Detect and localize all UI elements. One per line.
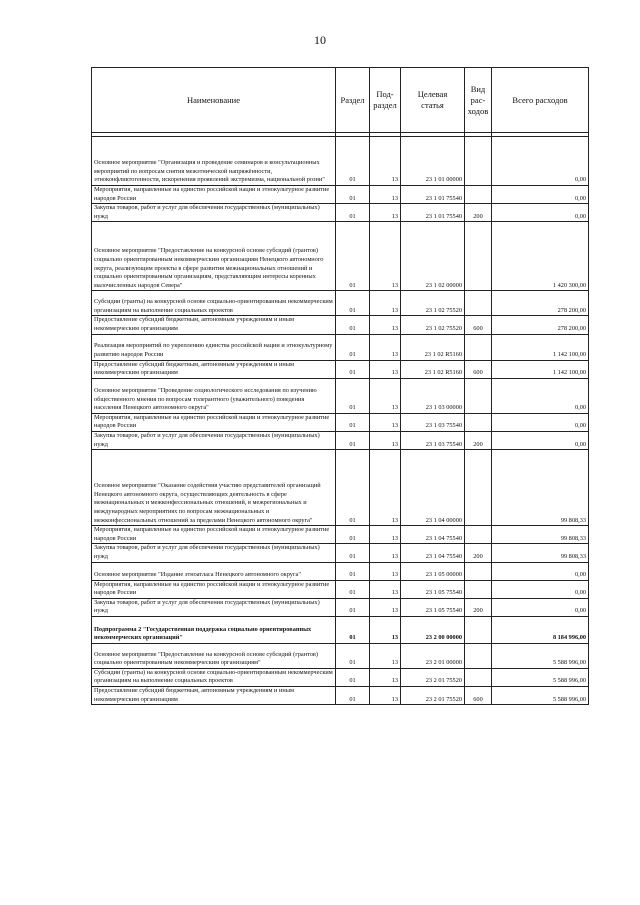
row-name-cell: Субсидии (гранты) на конкурсной основе социально-ориентированным некоммерческим организациям на выполнение социальных проектов: [92, 668, 336, 686]
row-kind-cell: [465, 413, 492, 431]
page-number: 10: [314, 33, 326, 47]
col-header-target: Целевая статья: [401, 68, 465, 133]
row-name-cell: Закупка товаров, работ и услуг для обеспечения государственных (муниципальных) нужд: [92, 431, 336, 449]
row-section-cell: 01: [336, 186, 370, 204]
row-name-cell: Основное мероприятие "Издание этноатласа Ненецкого автономного округа": [92, 562, 336, 580]
row-subsection-cell: 13: [370, 291, 401, 316]
row-section-cell: 01: [336, 544, 370, 562]
row-subsection-cell: 13: [370, 222, 401, 291]
row-total-cell: 5 588 996,00: [492, 687, 589, 705]
row-section-cell: 01: [336, 204, 370, 222]
row-total-cell: 1 142 100,00: [492, 360, 589, 378]
row-kind-cell: [465, 378, 492, 413]
table-row: [92, 668, 589, 686]
row-kind-cell: 200: [465, 204, 492, 222]
row-target-cell: 23 1 01 75540: [401, 186, 465, 204]
row-kind-cell: [465, 526, 492, 544]
row-subsection-cell: 13: [370, 360, 401, 378]
col-header-total: Всего расходов: [492, 68, 589, 133]
row-subsection-cell: 13: [370, 431, 401, 449]
row-name-cell: Мероприятия, направленные на единство российской нации и этнокультурное развитие народов России: [92, 580, 336, 598]
table-row: [92, 291, 589, 316]
row-subsection-cell: 13: [370, 598, 401, 616]
table-row: [92, 316, 589, 334]
row-name-cell: Закупка товаров, работ и услуг для обеспечения государственных (муниципальных) нужд: [92, 598, 336, 616]
row-section-cell: 01: [336, 378, 370, 413]
row-kind-cell: 200: [465, 598, 492, 616]
row-kind-cell: [465, 643, 492, 668]
row-name-cell: Закупка товаров, работ и услуг для обеспечения государственных (муниципальных) нужд: [92, 544, 336, 562]
row-name-cell: Реализация мероприятий по укреплению единства российской нации и этнокультурному развитию народов России: [92, 334, 336, 360]
row-total-cell: 278 200,00: [492, 316, 589, 334]
row-total-cell: 5 588 996,00: [492, 668, 589, 686]
table-row: [92, 580, 589, 598]
row-target-cell: 23 1 02 75520: [401, 316, 465, 334]
table-row: [92, 360, 589, 378]
row-total-cell: 0,00: [492, 378, 589, 413]
row-subsection-cell: 13: [370, 204, 401, 222]
row-kind-cell: [465, 334, 492, 360]
row-total-cell: 0,00: [492, 186, 589, 204]
table-row: [92, 544, 589, 562]
row-kind-cell: 600: [465, 687, 492, 705]
row-section-cell: 01: [336, 334, 370, 360]
row-name-cell: Основное мероприятие "Предоставление на конкурсной основе субсидий (грантов) социально ориентированным некоммерческим организациям": [92, 643, 336, 668]
table-row: [92, 378, 589, 413]
row-target-cell: 23 2 01 75520: [401, 668, 465, 686]
row-target-cell: 23 1 02 R5160: [401, 334, 465, 360]
row-name-cell: Предоставление субсидий бюджетным, автономным учреждениям и иным некоммерческим организациям: [92, 316, 336, 334]
row-name-cell: Мероприятия, направленные на единство российской нации и этнокультурное развитие народов России: [92, 186, 336, 204]
row-subsection-cell: 13: [370, 186, 401, 204]
table-row: [92, 222, 589, 291]
row-subsection-cell: 13: [370, 450, 401, 526]
row-subsection-cell: 13: [370, 334, 401, 360]
table-row: [92, 186, 589, 204]
col-header-name: Наименование: [92, 68, 336, 133]
header-row: [92, 68, 589, 133]
row-section-cell: 01: [336, 222, 370, 291]
row-total-cell: 0,00: [492, 598, 589, 616]
row-kind-cell: [465, 616, 492, 643]
row-total-cell: 99 808,33: [492, 544, 589, 562]
col-header-kind: Вид рас- ходов: [465, 68, 492, 133]
row-section-cell: 01: [336, 360, 370, 378]
row-kind-cell: 600: [465, 316, 492, 334]
row-target-cell: 23 1 01 00000: [401, 137, 465, 186]
budget-table: [91, 67, 589, 705]
row-total-cell: 0,00: [492, 562, 589, 580]
row-target-cell: 23 1 05 75540: [401, 580, 465, 598]
row-target-cell: 23 1 04 00000: [401, 450, 465, 526]
row-name-cell: Субсидии (гранты) на конкурсной основе социально-ориентированным некоммерческим организациям на выполнение социальных проектов: [92, 291, 336, 316]
row-subsection-cell: 13: [370, 668, 401, 686]
col-header-subsection: Под- раздел: [370, 68, 401, 133]
row-kind-cell: [465, 580, 492, 598]
row-kind-cell: 600: [465, 360, 492, 378]
row-target-cell: 23 1 01 75540: [401, 204, 465, 222]
row-kind-cell: 200: [465, 544, 492, 562]
row-name-cell: Мероприятия, направленные на единство российской нации и этнокультурное развитие народов России: [92, 526, 336, 544]
row-name-cell: Основное мероприятие "Организация и проведение семинаров и консультационных мероприятий по вопросам снятия межэтнической напряжённости, этноконфликтогенности, искоренения проявлений экстремизма, национальной розни": [92, 137, 336, 186]
row-kind-cell: [465, 668, 492, 686]
row-section-cell: 01: [336, 291, 370, 316]
row-target-cell: 23 1 02 00000: [401, 222, 465, 291]
row-section-cell: 01: [336, 431, 370, 449]
row-target-cell: 23 1 03 75540: [401, 413, 465, 431]
row-subsection-cell: 13: [370, 687, 401, 705]
row-target-cell: 23 2 01 00000: [401, 643, 465, 668]
row-name-cell: Основное мероприятие "Предоставление на конкурсной основе субсидий (грантов) социально ориентированным некоммерческим организациям Ненецкого автономного округа, реализующим проекты в сфере развития межнациональных отношений и социально ориентированным организациям, представляющим интересы коренных малочисленных народов Севера": [92, 222, 336, 291]
row-subsection-cell: 13: [370, 616, 401, 643]
row-subsection-cell: 13: [370, 562, 401, 580]
row-total-cell: 0,00: [492, 431, 589, 449]
row-name-cell: Основное мероприятие "Проведение социологического исследования по изучению общественного мнения по вопросам толерантного (уважительного) поведения населения Ненецкого автономного округа": [92, 378, 336, 413]
row-name-cell: Подпрограмма 2 "Государственная поддержка социально ориентированных некоммерческих организаций": [92, 616, 336, 643]
table-row: [92, 450, 589, 526]
row-subsection-cell: 13: [370, 544, 401, 562]
table-row: [92, 137, 589, 186]
table-row: [92, 334, 589, 360]
row-total-cell: 5 588 996,00: [492, 643, 589, 668]
row-kind-cell: [465, 137, 492, 186]
table-row: [92, 413, 589, 431]
row-total-cell: 1 420 300,00: [492, 222, 589, 291]
row-subsection-cell: 13: [370, 316, 401, 334]
table-row: [92, 562, 589, 580]
row-target-cell: 23 1 02 R5160: [401, 360, 465, 378]
table-row: [92, 204, 589, 222]
row-target-cell: 23 1 05 75540: [401, 598, 465, 616]
row-kind-cell: [465, 450, 492, 526]
table-row: [92, 643, 589, 668]
row-section-cell: 01: [336, 562, 370, 580]
row-total-cell: 0,00: [492, 580, 589, 598]
table-row: [92, 616, 589, 643]
row-section-cell: 01: [336, 598, 370, 616]
row-section-cell: 01: [336, 316, 370, 334]
row-kind-cell: [465, 186, 492, 204]
row-subsection-cell: 13: [370, 526, 401, 544]
row-name-cell: Закупка товаров, работ и услуг для обеспечения государственных (муниципальных) нужд: [92, 204, 336, 222]
row-name-cell: Основное мероприятие "Оказание содействия участию представителей организаций Ненецкого автономного округа, осуществляющих деятельность в сфере межнациональных и межконфессиональных отношений, в межрегиональных и международных мероприятиях по вопросам межнациональных и межконфессиональных отношений за пределами Ненецкого автономного округа": [92, 450, 336, 526]
row-target-cell: 23 1 04 75540: [401, 544, 465, 562]
row-kind-cell: [465, 562, 492, 580]
row-subsection-cell: 13: [370, 413, 401, 431]
row-target-cell: 23 1 04 75540: [401, 526, 465, 544]
row-subsection-cell: 13: [370, 580, 401, 598]
row-target-cell: 23 1 02 75520: [401, 291, 465, 316]
row-kind-cell: [465, 291, 492, 316]
row-total-cell: 0,00: [492, 137, 589, 186]
row-kind-cell: 200: [465, 431, 492, 449]
row-target-cell: 23 2 01 75520: [401, 687, 465, 705]
row-subsection-cell: 13: [370, 137, 401, 186]
row-total-cell: 0,00: [492, 413, 589, 431]
col-header-section: Раздел: [336, 68, 370, 133]
row-target-cell: 23 1 03 75540: [401, 431, 465, 449]
row-total-cell: 99 808,33: [492, 450, 589, 526]
row-total-cell: 0,00: [492, 204, 589, 222]
row-total-cell: 1 142 100,00: [492, 334, 589, 360]
row-target-cell: 23 1 03 00000: [401, 378, 465, 413]
row-total-cell: 278 200,00: [492, 291, 589, 316]
row-kind-cell: [465, 222, 492, 291]
table-row: [92, 431, 589, 449]
row-section-cell: 01: [336, 580, 370, 598]
row-total-cell: 99 808,33: [492, 526, 589, 544]
row-target-cell: 23 2 00 00000: [401, 616, 465, 643]
row-section-cell: 01: [336, 687, 370, 705]
table-row: [92, 598, 589, 616]
row-section-cell: 01: [336, 526, 370, 544]
row-subsection-cell: 13: [370, 643, 401, 668]
row-target-cell: 23 1 05 00000: [401, 562, 465, 580]
row-section-cell: 01: [336, 413, 370, 431]
row-section-cell: 01: [336, 616, 370, 643]
row-name-cell: Предоставление субсидий бюджетным, автономным учреждениям и иным некоммерческим организациям: [92, 360, 336, 378]
row-name-cell: Мероприятия, направленные на единство российской нации и этнокультурное развитие народов России: [92, 413, 336, 431]
row-section-cell: 01: [336, 643, 370, 668]
row-section-cell: 01: [336, 450, 370, 526]
table-row: [92, 526, 589, 544]
row-name-cell: Предоставление субсидий бюджетным, автономным учреждениям и иным некоммерческим организациям: [92, 687, 336, 705]
row-subsection-cell: 13: [370, 378, 401, 413]
row-section-cell: 01: [336, 668, 370, 686]
row-section-cell: 01: [336, 137, 370, 186]
row-total-cell: 8 184 996,00: [492, 616, 589, 643]
table-row: [92, 687, 589, 705]
